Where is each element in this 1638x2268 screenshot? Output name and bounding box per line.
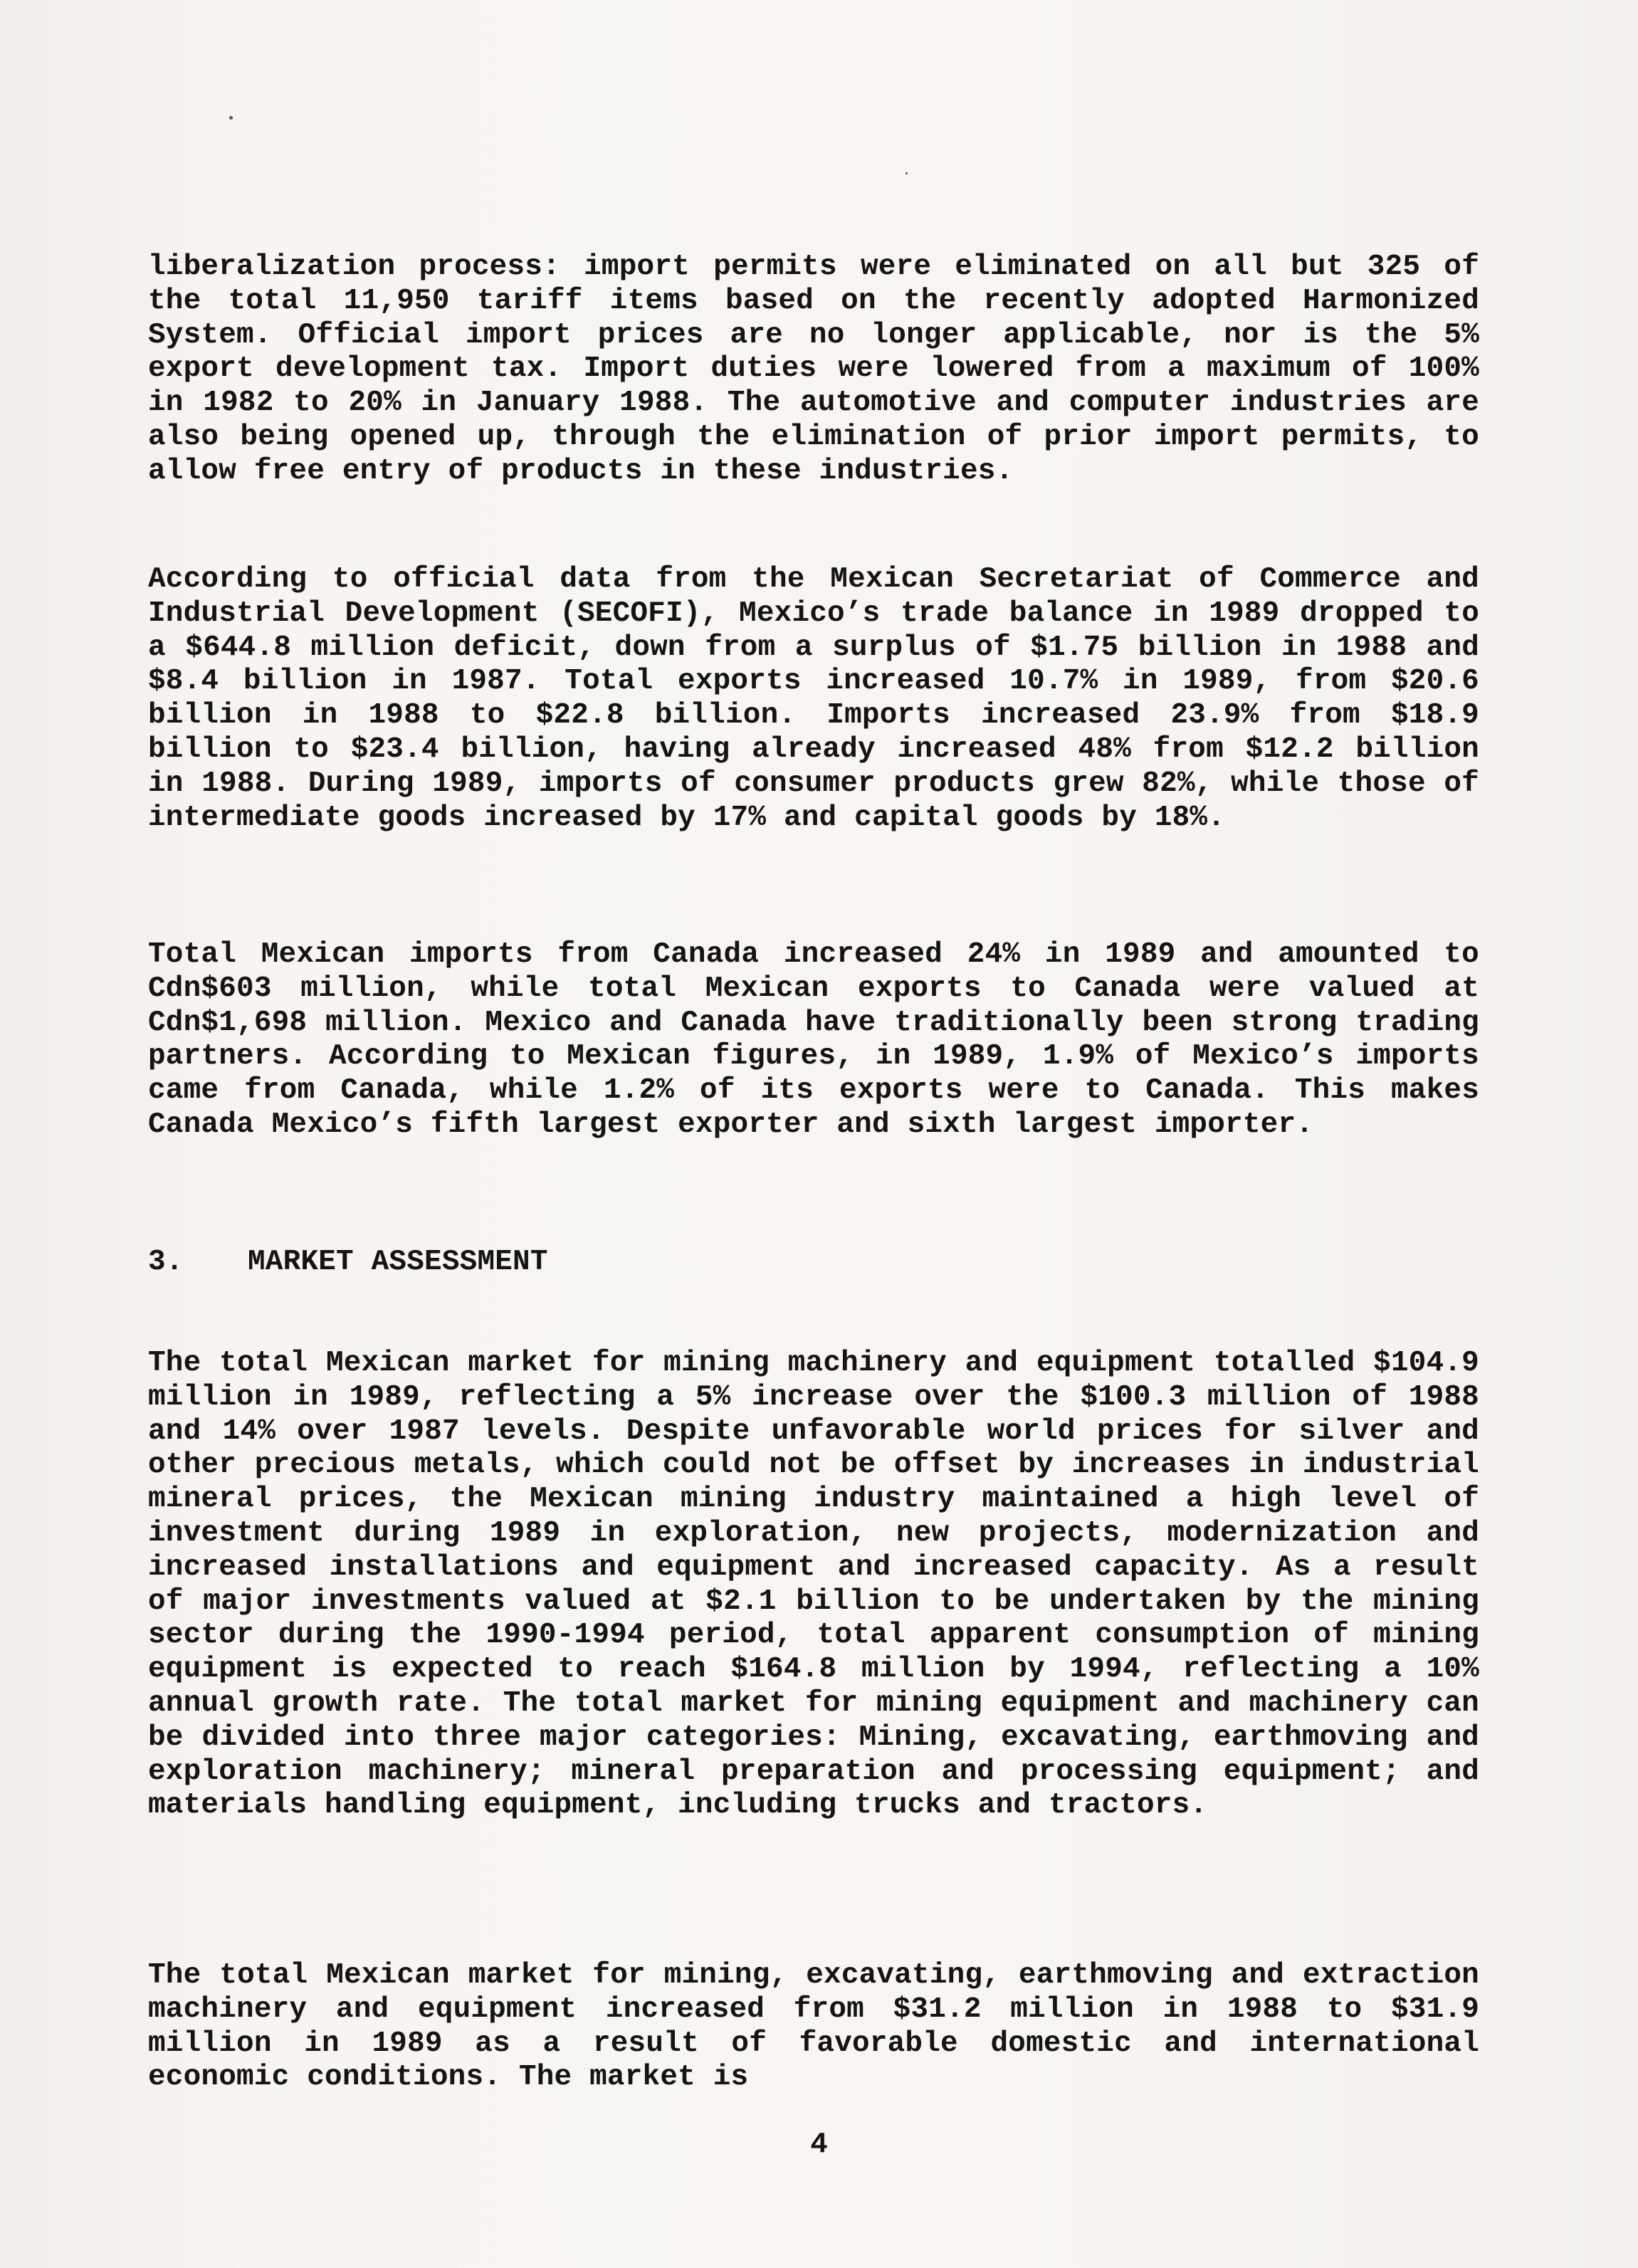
section-number: 3. <box>148 1246 184 1279</box>
section-title: MARKET ASSESSMENT <box>248 1246 548 1279</box>
paragraph-excavating-market: The total Mexican market for mining, excavating, earthmoving and extraction machinery and equipment increased from $31.2 million in 1988 to $31.9 million in 1989 as a result of favorable domestic and international economic conditions. The market is <box>148 1959 1479 2094</box>
paragraph-market-total: The total Mexican market for mining machinery and equipment totalled $104.9 million in 1989, reflecting a 5% increase over the $100.3 million of 1988 and 14% over 1987 levels. Despite unfavorable world prices for silver and other precious metals, which could not be offset by increases in industrial mineral prices, the Mexican mining industry maintained a high level of investment during 1989 in exploration, new projects, modernization and increased installations and equipment and increased capacity. As a result of major investments valued at $2.1 billion to be undertaken by the mining sector during the 1990-1994 period, total apparent consumption of mining equipment is expected to reach $164.8 million by 1994, reflecting a 10% annual growth rate. The total market for mining equipment and machinery can be divided into three major categories: Mining, excavating, earthmoving and exploration machinery; mineral preparation and processing equipment; and materials handling equipment, including trucks and tractors. <box>148 1347 1479 1822</box>
page-number: 4 <box>810 2128 828 2161</box>
section-heading <box>148 1246 1479 1280</box>
scan-speck <box>229 116 233 120</box>
paragraph-trade-balance: According to official data from the Mexican Secretariat of Commerce and Industrial Development (SECOFI), Mexico’s trade balance in 1989 dropped to a $644.8 million deficit, down from a surplus of $1.75 billion in 1988 and $8.4 billion in 1987. Total exports increased 10.7% in 1989, from $20.6 billion in 1988 to $22.8 billion. Imports increased 23.9% from $18.9 billion to $23.4 billion, having already increased 48% from $12.2 billion in 1988. During 1989, imports of consumer products grew 82%, while those of intermediate goods increased by 17% and capital goods by 18%. <box>148 563 1479 834</box>
paragraph-canada-trade: Total Mexican imports from Canada increased 24% in 1989 and amounted to Cdn$603 million, while total Mexican exports to Canada were valued at Cdn$1,698 million. Mexico and Canada have traditionally been strong trading partners. According to Mexican figures, in 1989, 1.9% of Mexico’s imports came from Canada, while 1.2% of its exports were to Canada. This makes Canada Mexico’s fifth largest exporter and sixth largest importer. <box>148 938 1479 1141</box>
scan-speck <box>905 172 908 174</box>
paragraph-trade-liberalization: liberalization process: import permits were eliminated on all but 325 of the total 11,950 tariff items based on the recently adopted Harmonized System. Official import prices are no longer applicable, nor is the 5% export development tax. Import duties were lowered from a maximum of 100% in 1982 to 20% in January 1988. The automotive and computer industries are also being opened up, through the elimination of prior import permits, to allow free entry of products in these industries. <box>148 251 1479 488</box>
